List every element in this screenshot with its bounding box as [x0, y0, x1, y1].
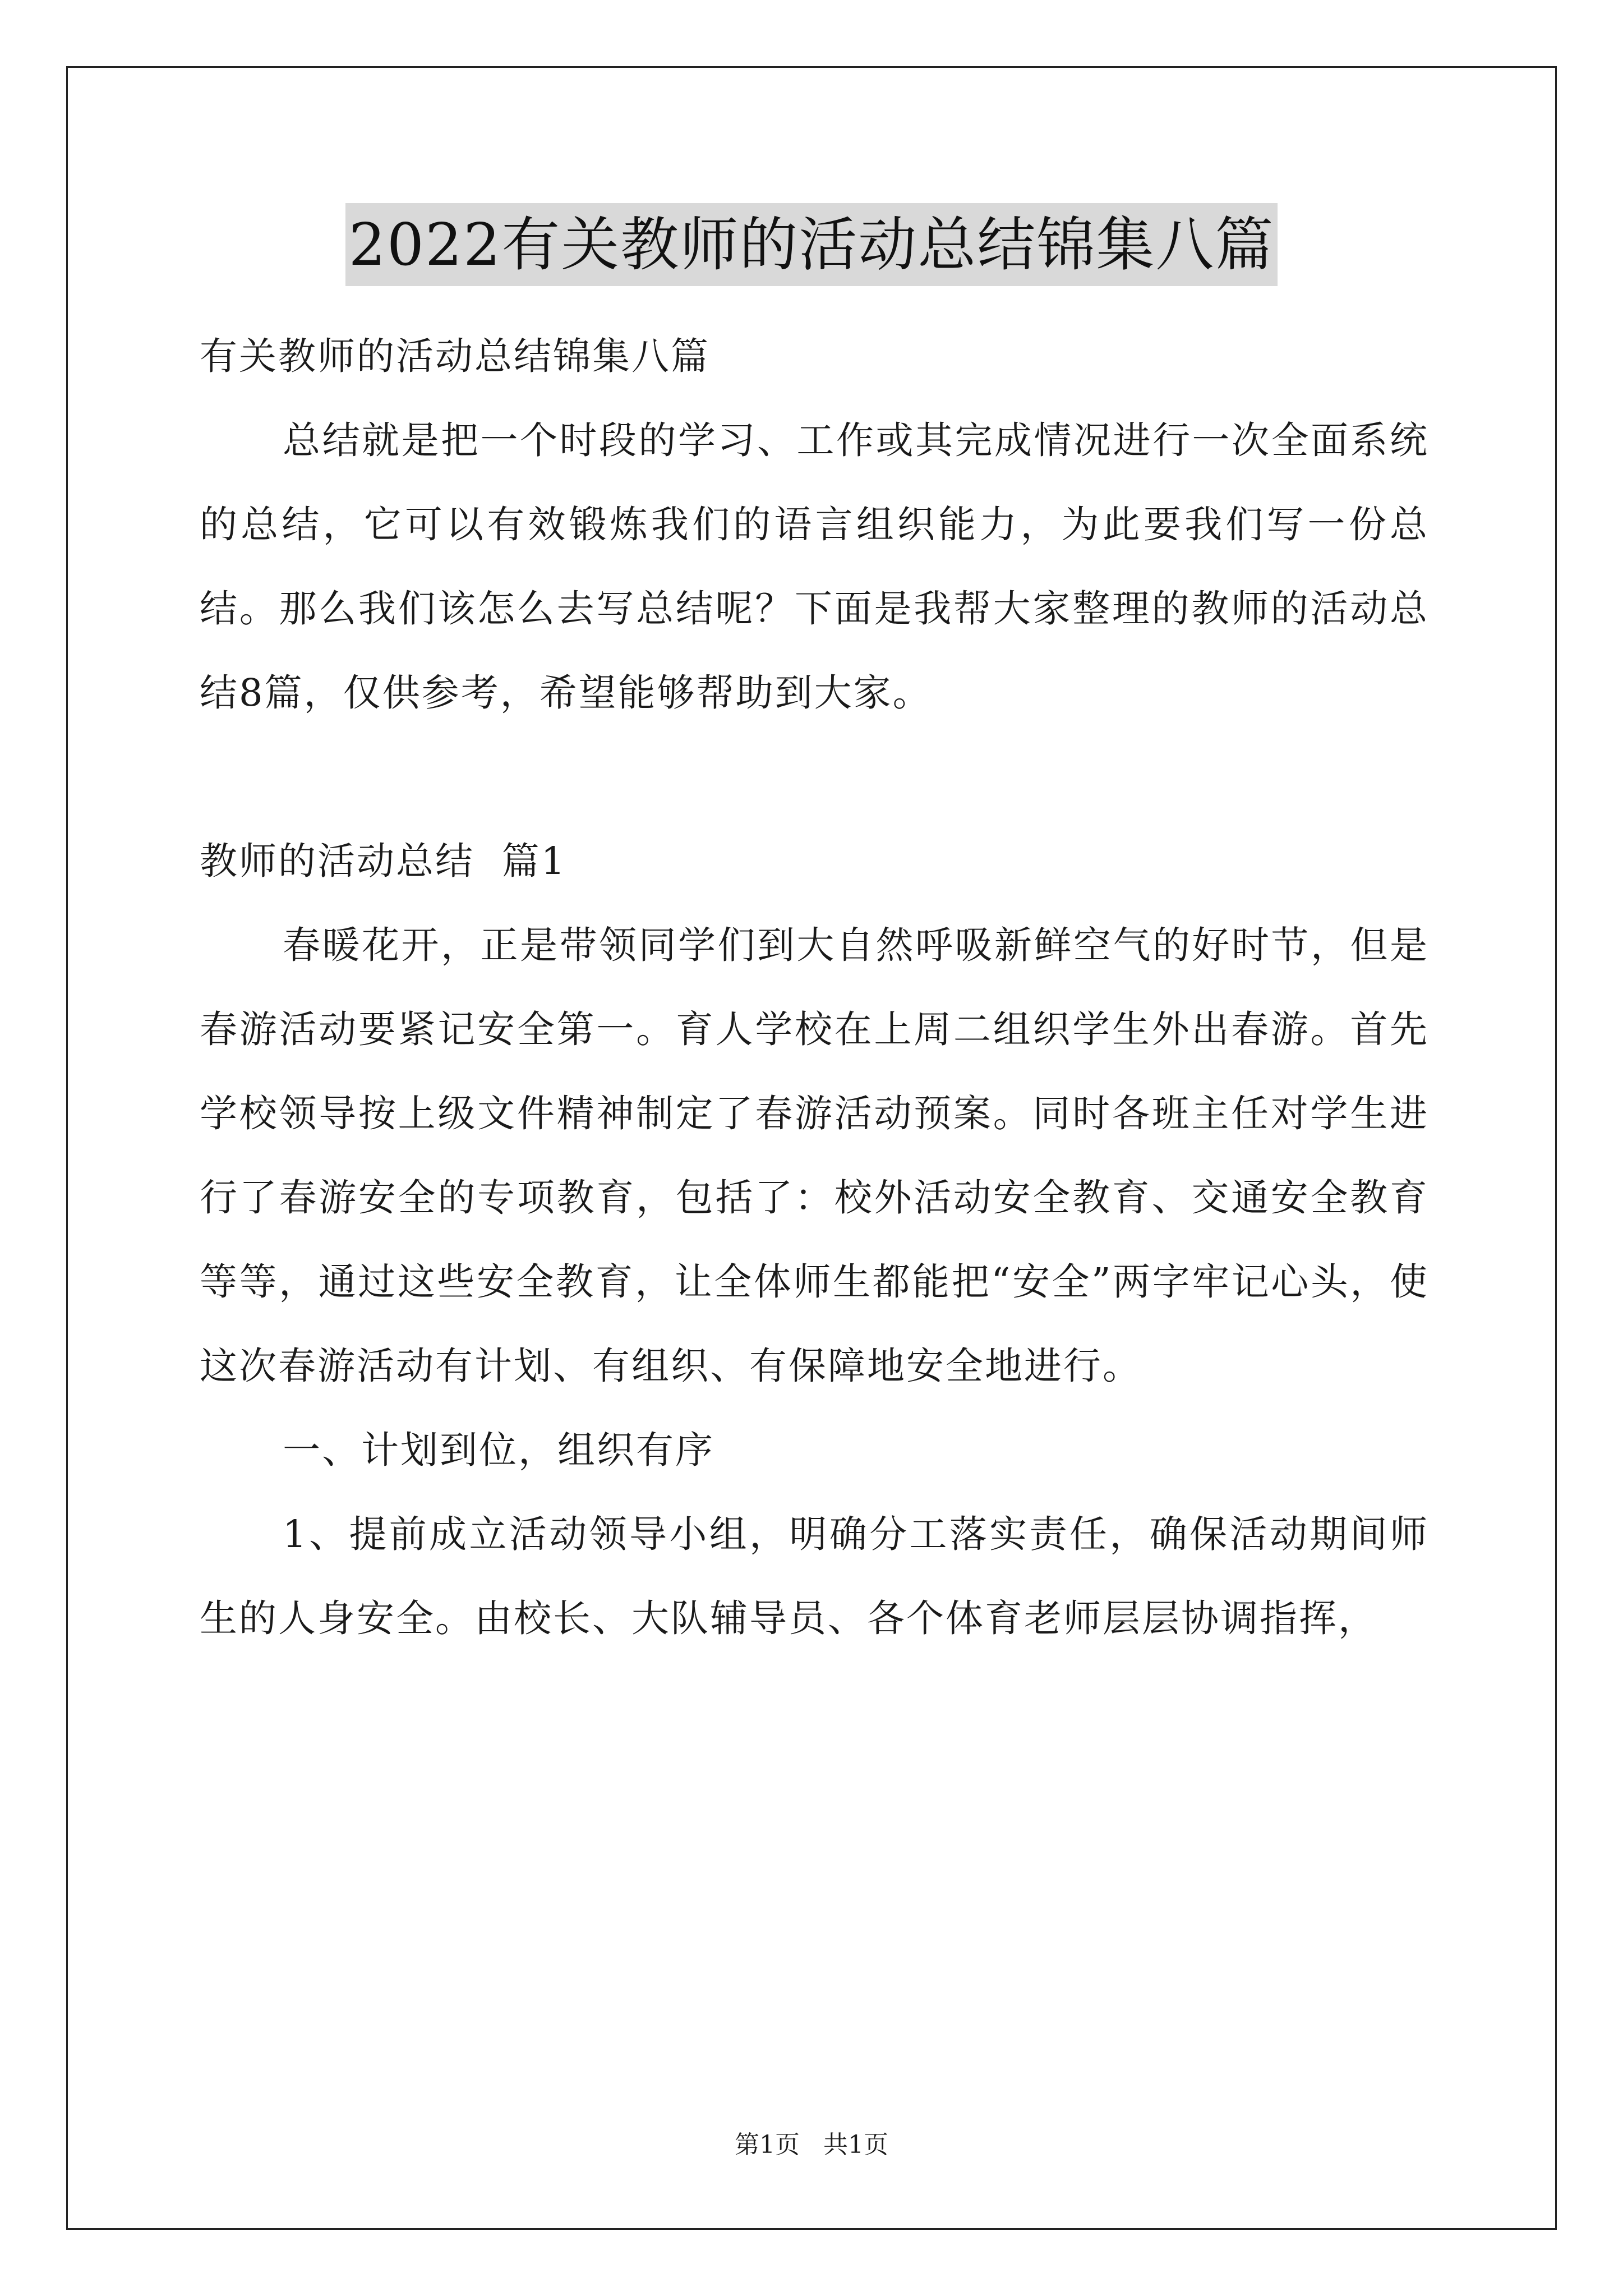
- body-paragraph: 春暖花开，正是带领同学们到大自然呼吸新鲜空气的好时节，但是春游活动要紧记安全第一。育人学校在上周二组织学生外出春游。首先学校领导按上级文件精神制定了春游活动预案。同时各班主任对学生进行了春游安全的专项教育，包括了：校外活动安全教育、交通安全教育等等，通过这些安全教育，让全体师生都能把“安全”两字牢记心头，使这次春游活动有计划、有组织、有保障地安全地进行。: [200, 923, 1429, 1388]
- document-body: [200, 314, 1429, 1660]
- document-title: 2022有关教师的活动总结锦集八篇: [345, 203, 1278, 286]
- subsection-heading: 一、计划到位，组织有序: [283, 1428, 714, 1472]
- intro-paragraph: 总结就是把一个时段的学习、工作或其完成情况进行一次全面系统的总结，它可以有效锻炼我们的语言组织能力，为此要我们写一份总结。那么我们该怎么去写总结呢？下面是我帮大家整理的教师的活动总结8篇，仅供参考，希望能够帮助到大家。: [200, 418, 1429, 715]
- document-subtitle: 有关教师的活动总结锦集八篇: [200, 334, 710, 378]
- body-paragraph: 1、提前成立活动领导小组，明确分工落实责任，确保活动期间师生的人身安全。由校长、大队辅导员、各个体育老师层层协调指挥，: [200, 1512, 1429, 1640]
- document-title-container: [0, 203, 1623, 286]
- section-heading: 教师的活动总结 篇1: [200, 839, 567, 883]
- page-footer: 第1页 共1页: [735, 2131, 888, 2159]
